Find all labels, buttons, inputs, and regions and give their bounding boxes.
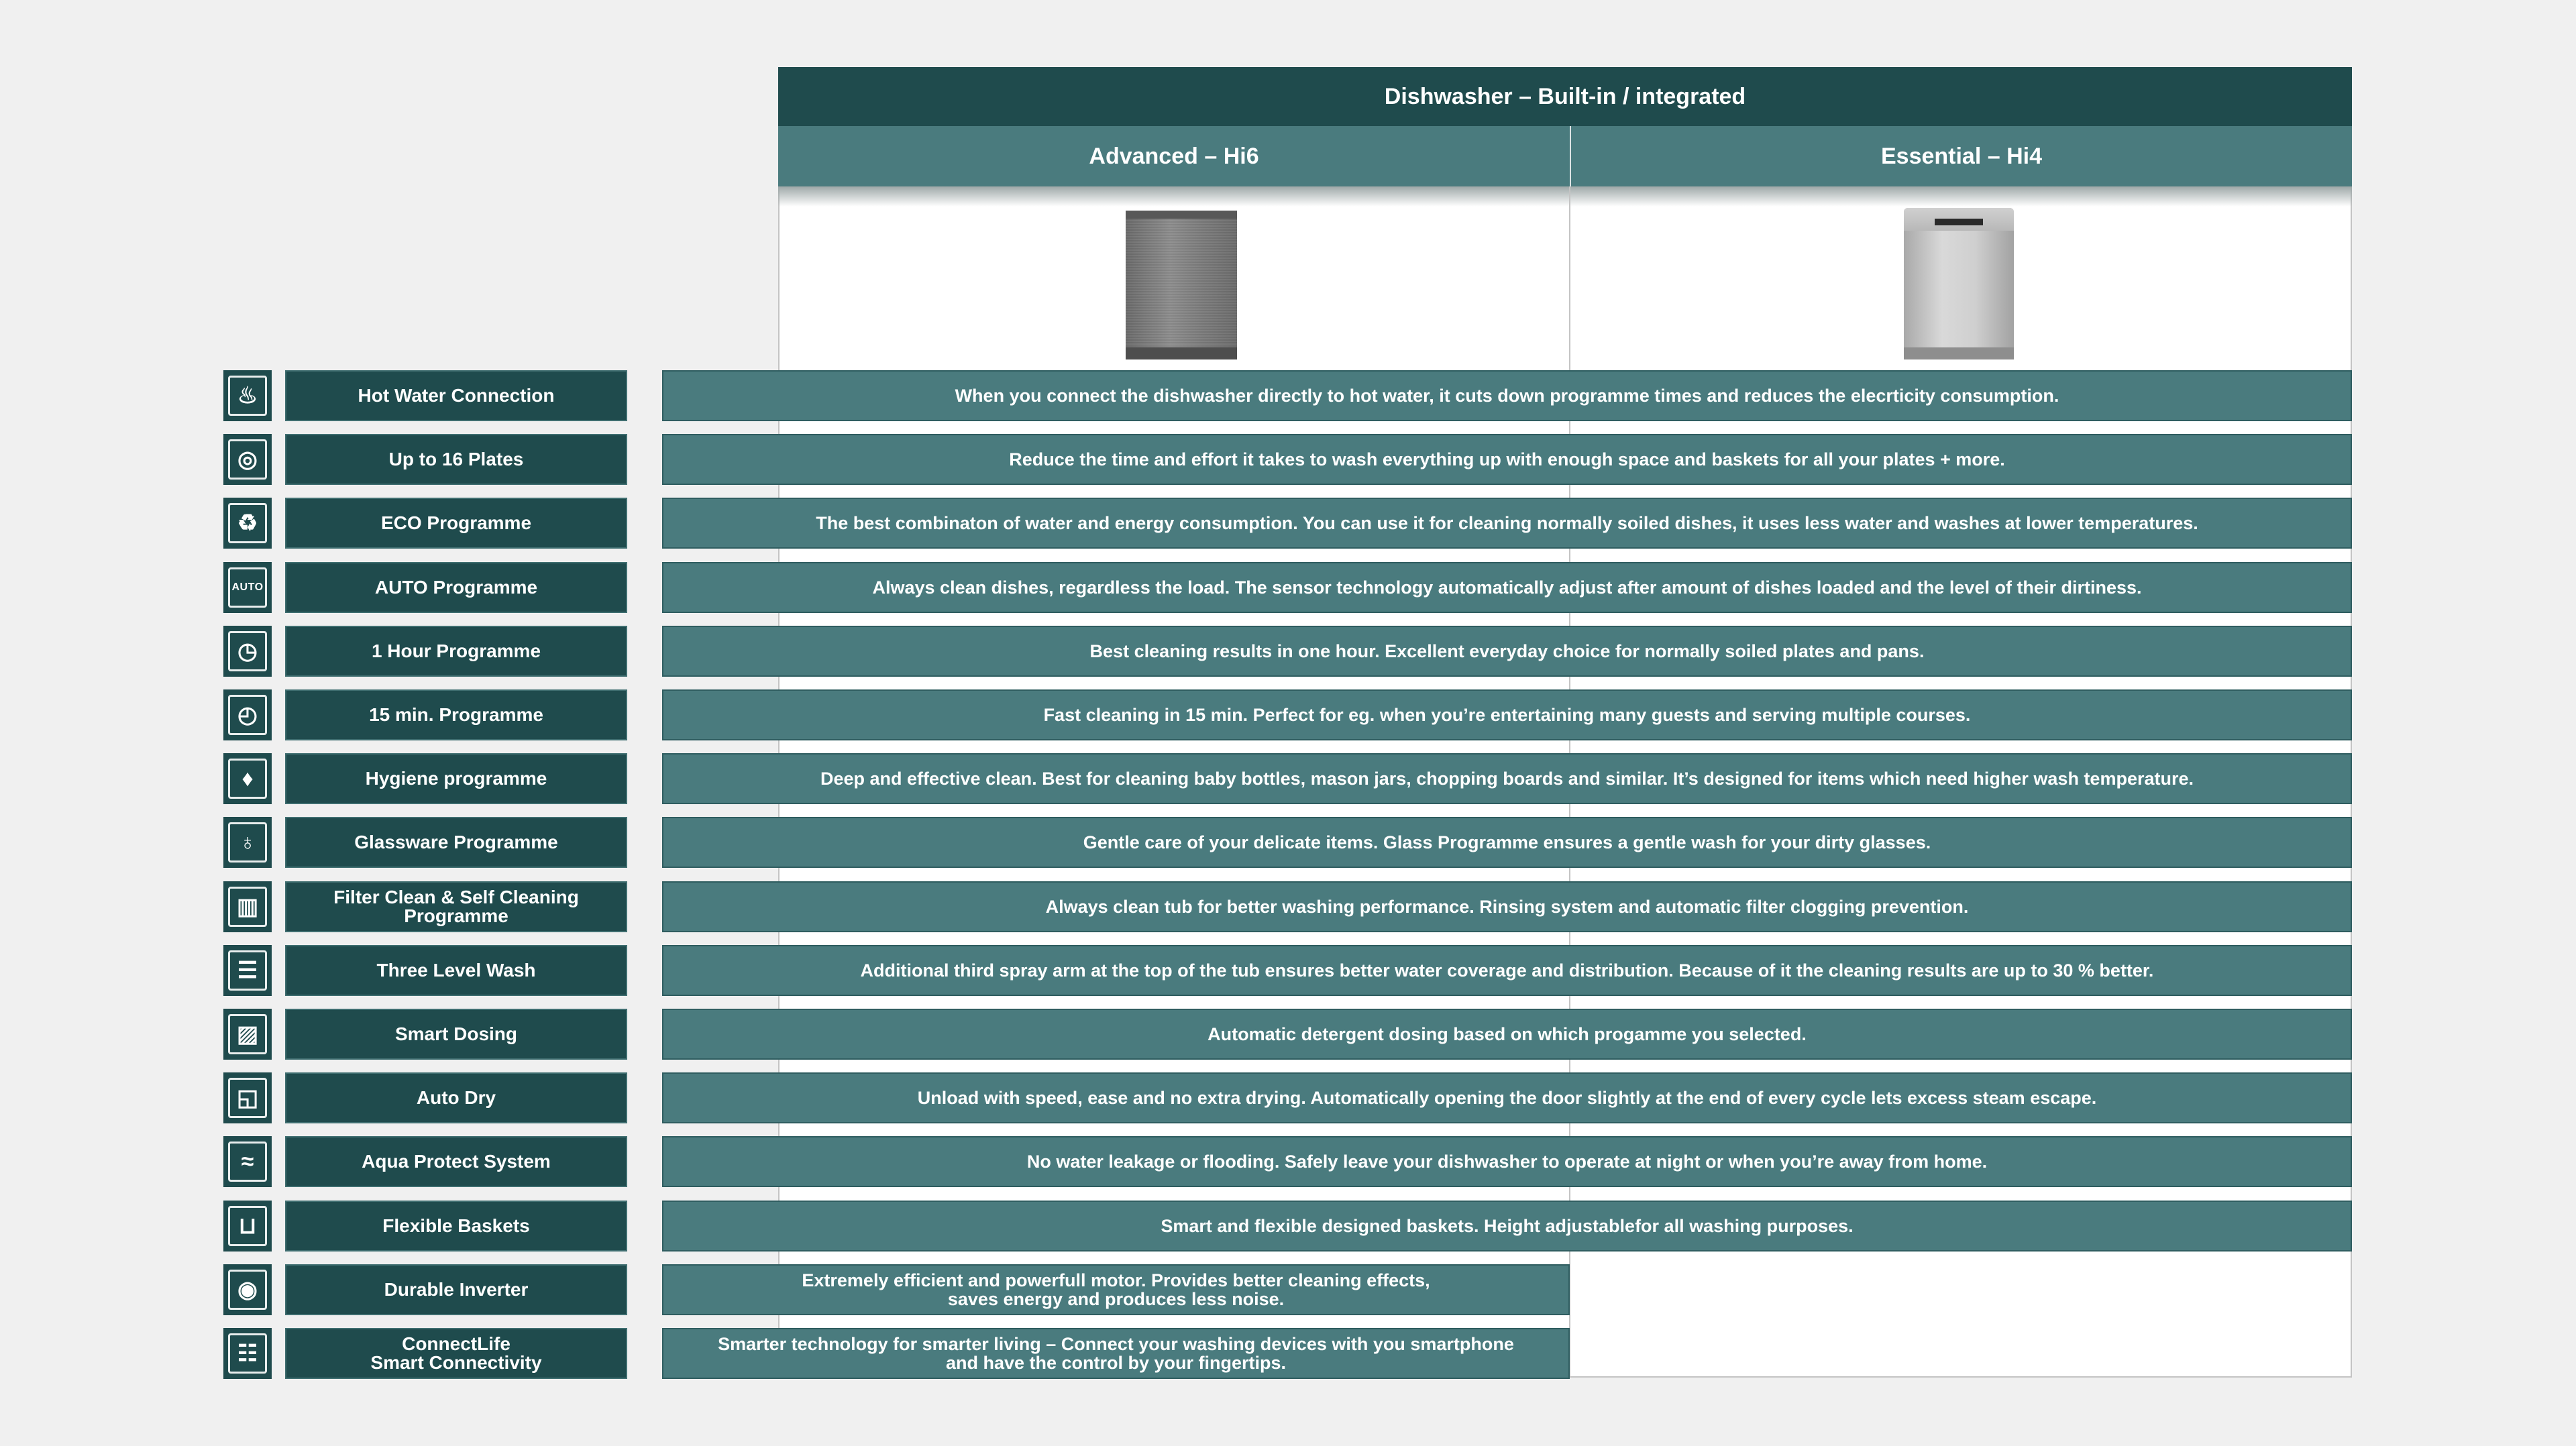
feature-description xyxy=(662,1328,1570,1379)
feature-icon-box xyxy=(223,945,272,996)
plates-icon: ◎ xyxy=(228,439,267,480)
wine-glass-icon: ♁ xyxy=(228,822,267,863)
three-level-wash-icon: ☰ xyxy=(228,950,267,991)
feature-label: Up to 16 Plates xyxy=(285,434,627,485)
smart-dosing-icon: ▨ xyxy=(228,1014,267,1054)
flexible-basket-icon: ⊔ xyxy=(228,1206,267,1246)
feature-description: Unload with speed, ease and no extra drying. Automatically opening the door slightly at the end of every cycle lets excess steam escape. xyxy=(662,1072,2352,1123)
feature-label: Glassware Programme xyxy=(285,817,627,868)
feature-label: Flexible Baskets xyxy=(285,1201,627,1252)
feature-label: ECO Programme xyxy=(285,498,627,549)
feature-label xyxy=(285,881,627,932)
feature-row xyxy=(0,434,2576,485)
feature-label: 1 Hour Programme xyxy=(285,626,627,677)
feature-row xyxy=(0,562,2576,613)
feature-icon-box xyxy=(223,753,272,804)
feature-row xyxy=(0,945,2576,996)
feature-icon-box xyxy=(223,562,272,613)
hot-water-icon: ♨ xyxy=(228,376,267,416)
feature-description: Always clean tub for better washing performance. Rinsing system and automatic filter clogging prevention. xyxy=(662,881,2352,932)
feature-description-line: saves energy and produces less noise. xyxy=(947,1289,1285,1309)
feature-label: Smart Dosing xyxy=(285,1009,627,1060)
feature-description xyxy=(662,1264,1570,1315)
feature-icon-box xyxy=(223,498,272,549)
feature-row xyxy=(0,1201,2576,1252)
one-hour-clock-icon: ◷ xyxy=(228,631,267,671)
auto-dry-door-icon: ◱ xyxy=(228,1078,267,1118)
feature-description: Additional third spray arm at the top of the tub ensures better water coverage and distribution. Because of it the cleaning results are up to 30 % better. xyxy=(662,945,2352,996)
feature-label-line: Smart Connectivity xyxy=(370,1352,542,1373)
feature-description: The best combinaton of water and energy consumption. You can use it for cleaning normally soiled dishes, it uses less water and washes at lower temperatures. xyxy=(662,498,2352,549)
feature-icon-box xyxy=(223,626,272,677)
feature-description-line: and have the control by your fingertips. xyxy=(945,1353,1287,1373)
column-header-essential: Essential – Hi4 xyxy=(1570,126,2352,186)
feature-description: Best cleaning results in one hour. Excellent everyday choice for normally soiled plates and pans. xyxy=(662,626,2352,677)
feature-label xyxy=(285,1328,627,1379)
feature-label: Durable Inverter xyxy=(285,1264,627,1315)
feature-icon-box xyxy=(223,1009,272,1060)
feature-label-line: ConnectLife xyxy=(402,1333,511,1354)
feature-label: Aqua Protect System xyxy=(285,1136,627,1187)
feature-description: Automatic detergent dosing based on which progamme you selected. xyxy=(662,1009,2352,1060)
feature-icon-box xyxy=(223,370,272,421)
feature-row xyxy=(0,370,2576,421)
quick-clock-icon: ◴ xyxy=(228,695,267,735)
feature-icon-box xyxy=(223,817,272,868)
feature-description-line: Extremely efficient and powerfull motor. Provides better cleaning effects, xyxy=(802,1270,1430,1290)
feature-label: Three Level Wash xyxy=(285,945,627,996)
feature-label-line: Filter Clean & Self Cleaning xyxy=(333,887,579,907)
feature-row xyxy=(0,626,2576,677)
aqua-protect-icon: ≈ xyxy=(228,1142,267,1182)
feature-label-line: Programme xyxy=(404,905,508,926)
feature-description: Reduce the time and effort it takes to wash everything up with enough space and baskets for all your plates + more. xyxy=(662,434,2352,485)
feature-icon-box xyxy=(223,689,272,740)
feature-icon-box xyxy=(223,1201,272,1252)
eco-recycle-icon: ♻ xyxy=(228,503,267,543)
feature-label: AUTO Programme xyxy=(285,562,627,613)
feature-row xyxy=(0,1136,2576,1187)
feature-icon-box xyxy=(223,434,272,485)
feature-icon-box xyxy=(223,1328,272,1379)
feature-icon-box xyxy=(223,1072,272,1123)
inverter-motor-icon: ◉ xyxy=(228,1270,267,1310)
feature-description: Deep and effective clean. Best for cleaning baby bottles, mason jars, chopping boards and similar. It’s designed for items which need higher wash temperature. xyxy=(662,753,2352,804)
feature-label: Hot Water Connection xyxy=(285,370,627,421)
feature-icon-box xyxy=(223,1136,272,1187)
feature-description: When you connect the dishwasher directly to hot water, it cuts down programme times and reduces the elecrticity consumption. xyxy=(662,370,2352,421)
feature-description: Gentle care of your delicate items. Glass Programme ensures a gentle wash for your dirty glasses. xyxy=(662,817,2352,868)
feature-label: Auto Dry xyxy=(285,1072,627,1123)
filter-clean-icon: ▥ xyxy=(228,887,267,927)
feature-label: 15 min. Programme xyxy=(285,689,627,740)
feature-description-line: Smarter technology for smarter living – Connect your washing devices with you smartphone xyxy=(718,1334,1514,1354)
feature-row xyxy=(0,689,2576,740)
feature-row xyxy=(0,1009,2576,1060)
feature-description: No water leakage or flooding. Safely leave your dishwasher to operate at night or when you’re away from home. xyxy=(662,1136,2352,1187)
hygiene-drop-icon: ♦ xyxy=(228,759,267,799)
feature-description: Smart and flexible designed baskets. Height adjustablefor all washing purposes. xyxy=(662,1201,2352,1252)
auto-programme-icon: AUTO xyxy=(228,567,267,608)
feature-description: Always clean dishes, regardless the load. The sensor technology automatically adjust after amount of dishes loaded and the level of their dirtiness. xyxy=(662,562,2352,613)
feature-description: Fast cleaning in 15 min. Perfect for eg. when you’re entertaining many guests and serving multiple courses. xyxy=(662,689,2352,740)
feature-icon-box xyxy=(223,1264,272,1315)
column-header-advanced: Advanced – Hi6 xyxy=(778,126,1570,186)
feature-row xyxy=(0,753,2576,804)
feature-row xyxy=(0,1264,2576,1315)
table-title: Dishwasher – Built-in / integrated xyxy=(778,67,2352,126)
feature-label: Hygiene programme xyxy=(285,753,627,804)
feature-row xyxy=(0,1328,2576,1379)
feature-row xyxy=(0,881,2576,932)
wifi-icon: ☷ xyxy=(228,1333,267,1374)
feature-icon-box xyxy=(223,881,272,932)
feature-row xyxy=(0,817,2576,868)
feature-row xyxy=(0,1072,2576,1123)
feature-row xyxy=(0,498,2576,549)
